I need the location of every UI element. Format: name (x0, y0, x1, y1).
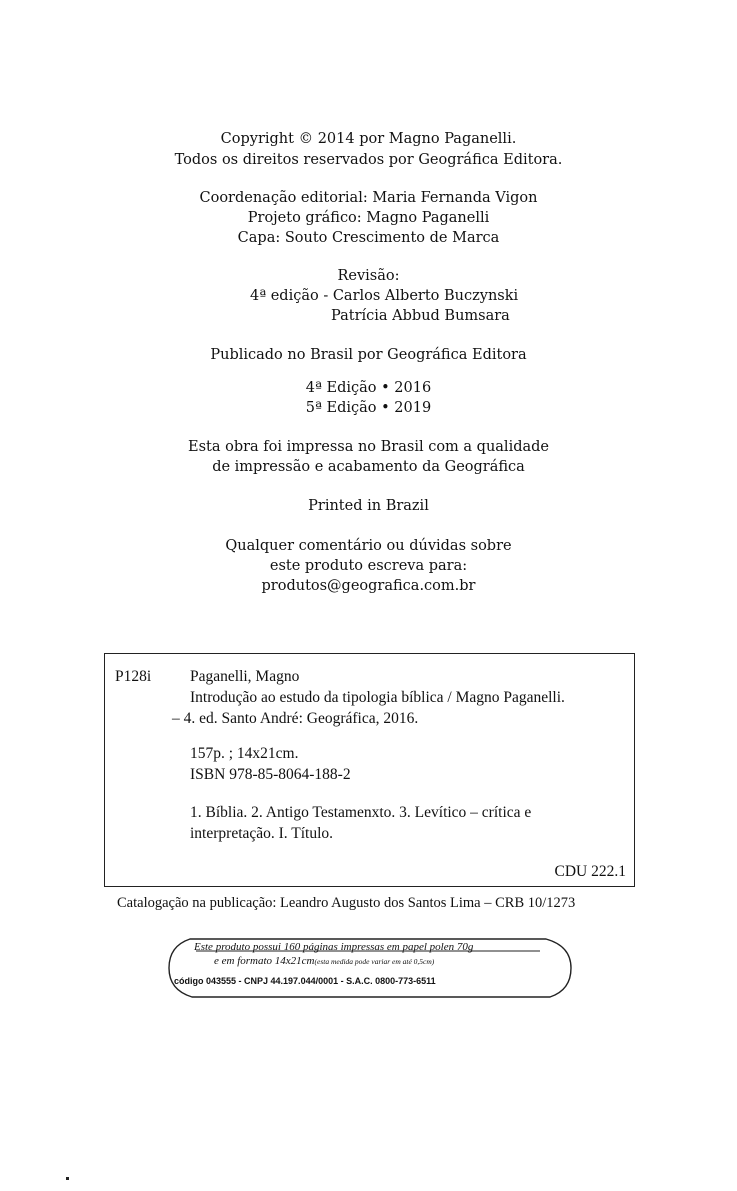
copyright-line: Copyright © 2014 por Magno Paganelli. (220, 131, 517, 147)
revision-line-2: Patrícia Abbud Bumsara (331, 308, 510, 324)
revision-line-1: 4ª edição - Carlos Alberto Buczynski (250, 288, 519, 304)
cover-credit: Capa: Souto Crescimento de Marca (237, 230, 500, 246)
stamp-line-1: Este produto possui 160 páginas impressas em papel polen 70g (194, 941, 474, 953)
catalog-physical: 157p. ; 14x21cm. (190, 745, 299, 762)
catalog-subjects-1: 1. Bíblia. 2. Antigo Testamenxto. 3. Levítico – crítica e (190, 804, 532, 821)
graphic-project: Projeto gráfico: Magno Paganelli (247, 210, 490, 226)
page-dot (66, 1177, 69, 1180)
editorial-coordination: Coordenação editorial: Maria Fernanda Vigon (199, 190, 538, 206)
stamp-line-2 (214, 955, 434, 967)
printing-note-1: Esta obra foi impressa no Brasil com a qualidade (188, 439, 549, 455)
stamp-line-3: código 043555 - CNPJ 44.197.044/0001 - S.A.C. 0800-773-6511 (174, 976, 436, 986)
catalog-card (104, 653, 635, 887)
contact-line-1: Qualquer comentário ou dúvidas sobre (225, 538, 512, 554)
published-in: Publicado no Brasil por Geográfica Editora (210, 347, 527, 363)
rights-line: Todos os direitos reservados por Geográfica Editora. (174, 152, 563, 168)
stamp-format: e em formato 14x21cm (214, 955, 315, 967)
catalog-edition: – 4. ed. Santo André: Geográfica, 2016. (172, 710, 419, 727)
revision-heading: Revisão: (337, 268, 400, 284)
catalog-title: Introdução ao estudo da tipologia bíblica / Magno Paganelli. (190, 689, 565, 706)
edition-2019: 5ª Edição • 2019 (305, 400, 432, 416)
catalog-cdu: CDU 222.1 (554, 863, 626, 880)
catalog-subjects-2: interpretação. I. Título. (190, 825, 334, 842)
edition-2016: 4ª Edição • 2016 (305, 380, 432, 396)
print-stamp (168, 938, 572, 998)
contact-email: produtos@geografica.com.br (261, 578, 476, 594)
catalog-isbn: ISBN 978-85-8064-188-2 (190, 766, 351, 783)
catalog-author: Paganelli, Magno (190, 668, 300, 685)
call-number: P128i (115, 668, 152, 685)
stamp-format-note: (esta medida pode variar em até 0,5cm) (314, 957, 435, 966)
printing-note-2: de impressão e acabamento da Geográfica (212, 459, 525, 475)
cataloging-credit: Catalogação na publicação: Leandro Augusto dos Santos Lima – CRB 10/1273 (117, 895, 576, 911)
printed-in-brazil: Printed in Brazil (308, 498, 429, 514)
contact-line-2: este produto escreva para: (269, 558, 468, 574)
